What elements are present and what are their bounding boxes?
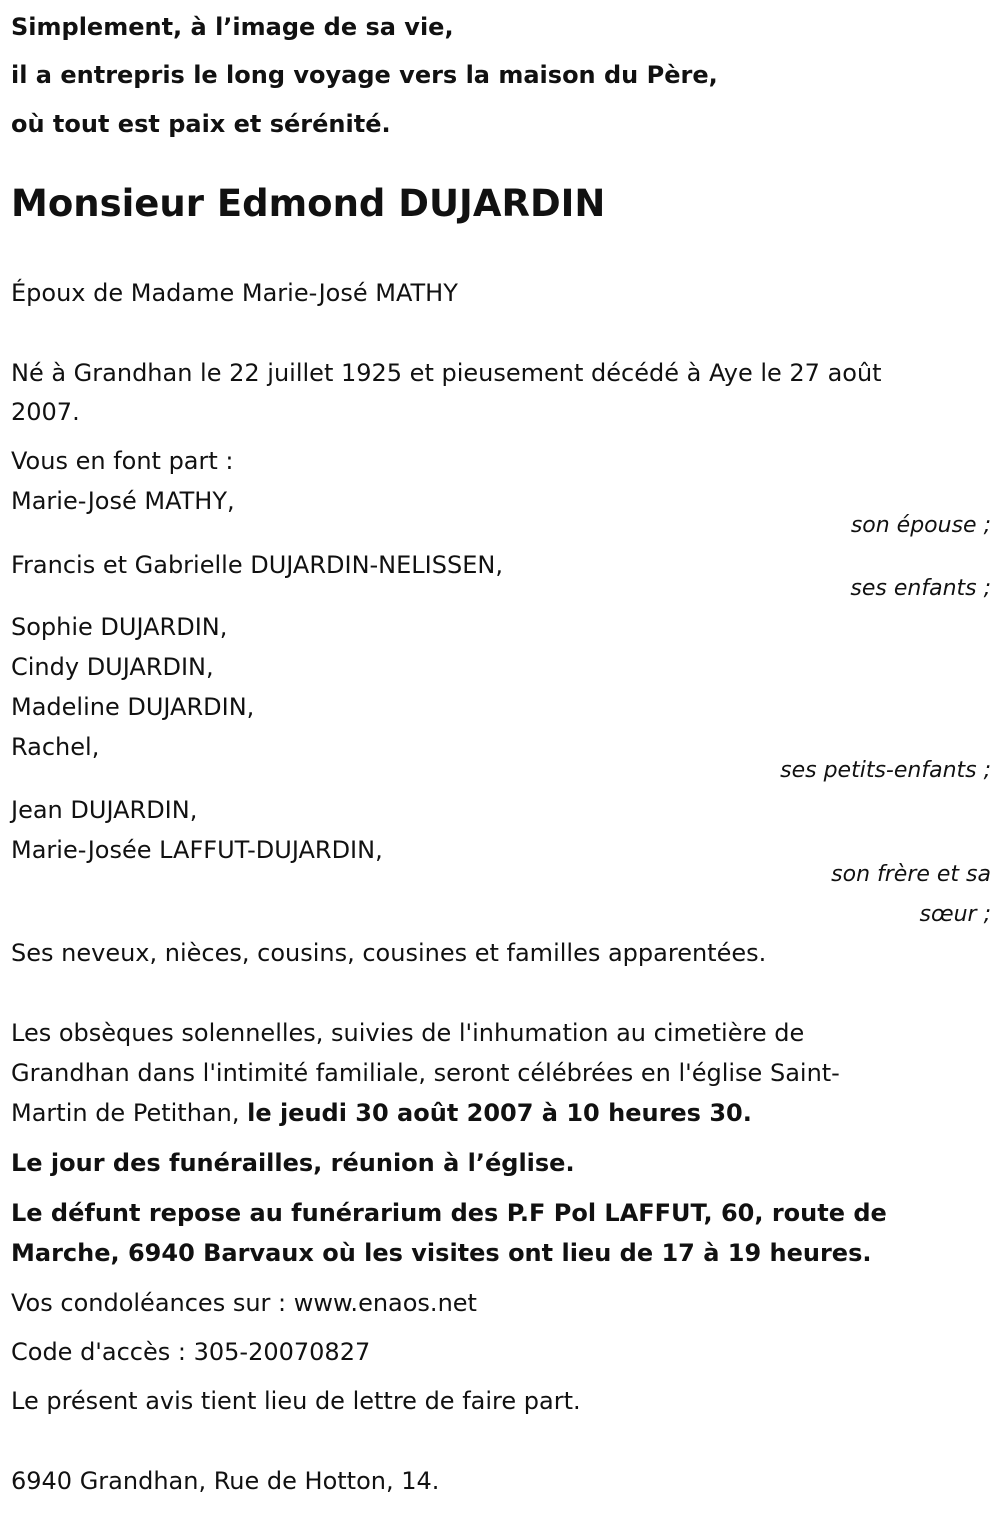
- access-code-line: Code d'accès : 305-20070827: [11, 1338, 371, 1366]
- family-spouse-name: Marie-José MATHY,: [11, 487, 235, 515]
- family-children-name: Francis et Gabrielle DUJARDIN-NELISSEN,: [11, 551, 503, 579]
- intro-line-2: il a entrepris le long voyage vers la maison du Père,: [11, 61, 718, 89]
- sibling-2: Marie-Josée LAFFUT-DUJARDIN,: [11, 836, 383, 864]
- relation-spouse: son épouse ;: [850, 513, 991, 538]
- funeral-line-2: Grandhan dans l'intimité familiale, seront célébrées en l'église Saint-: [11, 1059, 840, 1087]
- meeting-notice: Le jour des funérailles, réunion à l’église.: [11, 1149, 575, 1177]
- relation-grandchildren: ses petits-enfants ;: [780, 758, 991, 783]
- funeral-line-3: [11, 1093, 752, 1133]
- birth-line-1: Né à Grandhan le 22 juillet 1925 et pieusement décédé à Aye le 27 août: [11, 359, 882, 387]
- intro-line-3: où tout est paix et sérénité.: [11, 110, 391, 138]
- grandchild-3: Madeline DUJARDIN,: [11, 693, 255, 721]
- intro-line-1: Simplement, à l’image de sa vie,: [11, 13, 454, 41]
- relation-children: ses enfants ;: [850, 576, 991, 601]
- grandchild-4: Rachel,: [11, 733, 100, 761]
- deceased-name: Monsieur Edmond DUJARDIN: [11, 182, 606, 225]
- grandchild-2: Cindy DUJARDIN,: [11, 653, 214, 681]
- birth-line-2: 2007.: [11, 398, 80, 426]
- funeral-place: Martin de Petithan,: [11, 1099, 248, 1127]
- spouse-line: Époux de Madame Marie-José MATHY: [11, 279, 458, 307]
- announcers-intro: Vous en font part :: [11, 447, 234, 475]
- extended-family: Ses neveux, nièces, cousins, cousines et familles apparentées.: [11, 939, 767, 967]
- sibling-1: Jean DUJARDIN,: [11, 796, 198, 824]
- funeral-line-1: Les obsèques solennelles, suivies de l'inhumation au cimetière de: [11, 1019, 805, 1047]
- condolences-line: Vos condoléances sur : www.enaos.net: [11, 1289, 477, 1317]
- notice-line: Le présent avis tient lieu de lettre de faire part.: [11, 1387, 581, 1415]
- grandchild-1: Sophie DUJARDIN,: [11, 613, 228, 641]
- address-line: 6940 Grandhan, Rue de Hotton, 14.: [11, 1467, 440, 1495]
- funeral-date: le jeudi 30 août 2007 à 10 heures 30.: [247, 1099, 752, 1127]
- relation-siblings-line-2: sœur ;: [919, 902, 991, 927]
- visitation-line-2: Marche, 6940 Barvaux où les visites ont lieu de 17 à 19 heures.: [11, 1239, 872, 1267]
- visitation-line-1: Le défunt repose au funérarium des P.F Pol LAFFUT, 60, route de: [11, 1199, 887, 1227]
- relation-siblings-line-1: son frère et sa: [831, 862, 991, 887]
